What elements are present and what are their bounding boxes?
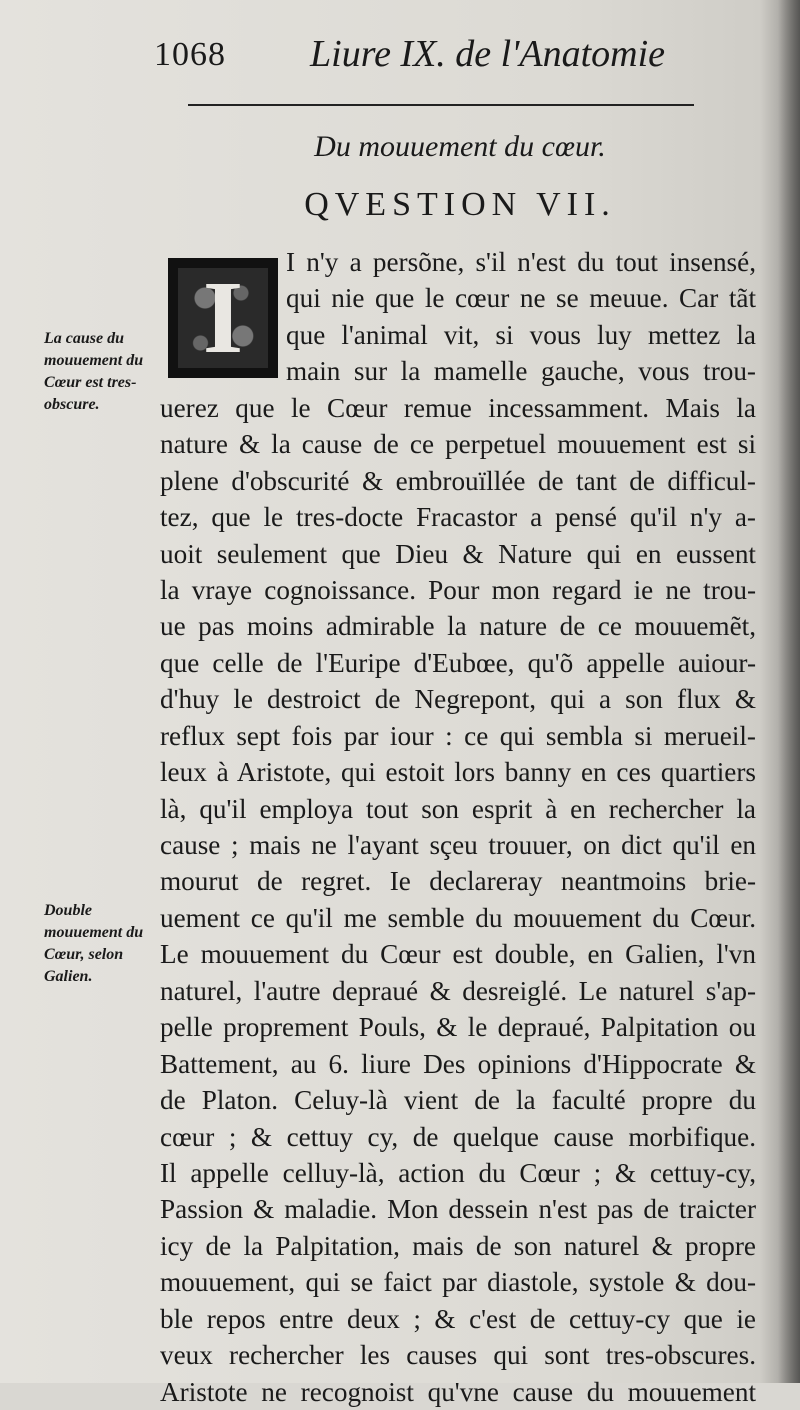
running-header xyxy=(150,28,710,88)
text-line: naturel, l'autre depraué & desreiglé. Le naturel s'ap- xyxy=(160,975,756,1006)
text-line: veux rechercher les causes qui sont tres-obscures. xyxy=(160,1340,756,1371)
text-line: icy de la Palpitation, mais de son naturel & propre xyxy=(160,1230,756,1261)
marginal-note: Double mouuement du Cœur, selon Galien. xyxy=(44,902,144,985)
text-line: Passion & maladie. Mon dessein n'est pas de traicter xyxy=(160,1194,756,1225)
text-line: plene d'obscurité & embrouïllée de tant de difficul- xyxy=(160,465,756,496)
text-line: de Platon. Celuy-là vient de la faculté propre du xyxy=(160,1085,756,1116)
text-line: mourut de regret. Ie declareray neantmoins brie- xyxy=(160,866,756,897)
text-line: Il appelle celluy-là, action du Cœur ; & cettuy-cy, xyxy=(160,1157,756,1188)
text-line: uoit seulement que Dieu & Nature qui en eussent xyxy=(160,538,756,569)
body-text xyxy=(160,244,756,1410)
text-line: que l'animal vit, si vous luy mettez la xyxy=(286,319,756,350)
text-line: Aristote ne recognoist qu'vne cause du mouuement xyxy=(160,1376,756,1407)
text-line: leux à Aristote, qui estoit lors banny en ces quartiers xyxy=(160,757,756,788)
page-number: 1068 xyxy=(154,36,226,73)
header-rule xyxy=(188,104,694,106)
text-line: uement ce qu'il me semble du mouuement du Cœur. xyxy=(160,902,756,933)
text-line: reflux sept fois par iour : ce qui sembla si merueil- xyxy=(160,720,756,751)
drop-cap-letter: I xyxy=(202,260,244,375)
text-line: ble repos entre deux ; & c'est de cettuy-cy que ie xyxy=(160,1303,756,1334)
text-line: là, qu'il employa tout son esprit à en rechercher la xyxy=(160,793,756,824)
text-line: la vraye cognoissance. Pour mon regard ie ne trou- xyxy=(160,574,756,605)
text-line: mouuement, qui se faict par diastole, systole & dou- xyxy=(160,1267,756,1298)
text-line: uerez que le Cœur remue incessamment. Mais la xyxy=(160,392,756,423)
page-edge-shadow xyxy=(778,0,800,1383)
section-title: Du mouuement du cœur. xyxy=(314,130,606,163)
text-line: tez, que le tres-docte Fracastor a pensé qu'il n'y a- xyxy=(160,502,756,533)
marginal-note: La cause du mouuement du Cœur est tres-obscure. xyxy=(44,330,144,413)
running-title: Liure IX. de l'Anatomie xyxy=(310,33,665,75)
text-line: Le mouuement du Cœur est double, en Galien, l'vn xyxy=(160,939,756,970)
text-line: cause ; mais ne l'ayant sçeu trouuer, on dict qu'il en xyxy=(160,830,756,860)
text-line: I n'y a persõne, s'il n'est du tout insensé, xyxy=(286,247,756,277)
text-line: nature & la cause de ce perpetuel mouuement est si xyxy=(160,429,756,460)
text-line: main sur la mamelle gauche, vous trou- xyxy=(286,356,756,387)
question-heading: QVESTION VII. xyxy=(304,186,616,223)
text-line: que celle de l'Euripe d'Eubœe, qu'õ appelle auiour- xyxy=(160,647,756,678)
text-line: d'huy le destroict de Negrepont, qui a son flux & xyxy=(160,684,756,715)
text-line: cœur ; & cettuy cy, de quelque cause morbifique. xyxy=(160,1121,756,1152)
text-line: Battement, au 6. liure Des opinions d'Hippocrate & xyxy=(160,1048,756,1079)
text-line: pelle proprement Pouls, & le depraué, Palpitation ou xyxy=(160,1012,756,1043)
text-line: qui nie que le cœur ne se meuue. Car tãt xyxy=(286,283,756,314)
text-line: ue pas moins admirable la nature de ce mouuemẽt, xyxy=(160,611,756,642)
